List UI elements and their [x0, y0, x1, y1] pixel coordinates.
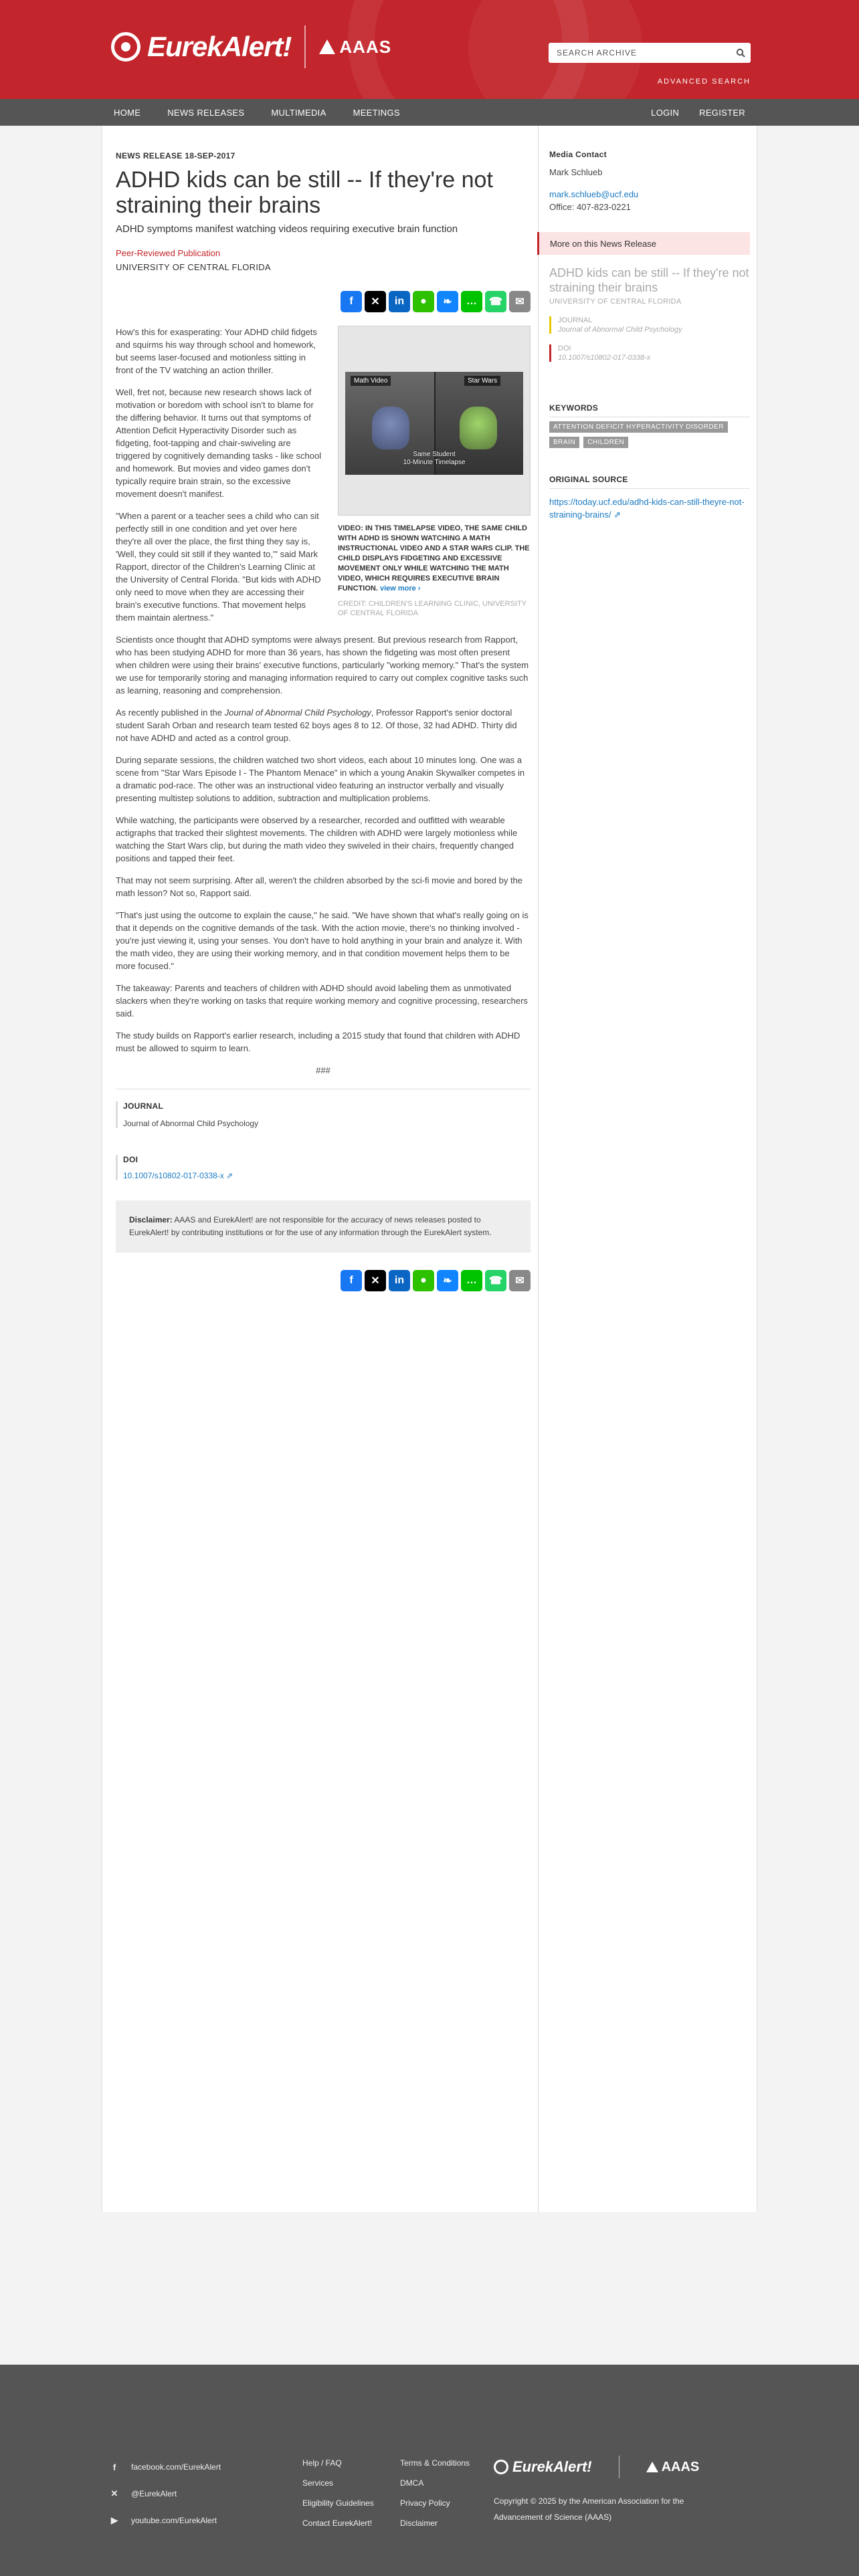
site-footer — [0, 2365, 859, 2576]
peer-reviewed-label: Peer-Reviewed Publication — [116, 248, 221, 258]
share-email-button[interactable] — [509, 1270, 531, 1291]
related-doi — [549, 344, 750, 362]
article-paragraph: During separate sessions, the children watched two short videos, each about 10 minutes long. One was a scene from "Star Wars Episode I - The Phantom Menace" in which a young Anakin Skywalker competes in a dramatic pod-race. The other was an instructional video featuring an instructor verbally and visually presenting multistep solutions to addition, subtraction and multiplication problems. — [116, 755, 525, 803]
contact-phone: Office: 407-823-0221 — [549, 202, 631, 212]
wechat-icon: ● — [420, 1275, 427, 1286]
article-paragraph: How's this for exasperating: Your ADHD child fidgets and squirms his way through school and homework, but seems laser-focused and motionless sitting in front of the TV watching an action thriller. — [116, 327, 317, 375]
share-bar-bottom — [116, 1270, 531, 1291]
article-paragraph: That may not seem surprising. After all, weren't the children absorbed by the sci-fi movie and bored by the math lesson? Not so, Rapport said. — [116, 875, 523, 898]
bluesky-icon: ❧ — [443, 1275, 452, 1287]
video-thumbnail[interactable] — [338, 326, 531, 516]
footer-social-label[interactable]: @EurekAlert — [131, 2489, 177, 2498]
footer-links-col2 — [400, 2458, 470, 2539]
article-paragraph: Scientists once thought that ADHD symptoms were always present. But previous research from Rapport, who has been studying ADHD for more than 36 years, has shown the fidgeting was most often present when children were using their brains' executive functions, particularly "working memory." That's the system we use for temporarily storing and managing information required to carry out complex cognitive tasks such as learning, reasoning and comprehension. — [116, 635, 529, 695]
keywords-label: KEYWORDS — [549, 403, 750, 417]
footer-link-disclaimer[interactable]: Disclaimer — [400, 2518, 438, 2528]
article-paragraph: The study builds on Rapport's earlier research, including a 2015 study that found that children with ADHD must be allowed to squirm to learn. — [116, 1031, 520, 1053]
figure-caption-text: VIDEO: IN THIS TIMELAPSE VIDEO, THE SAME CHILD WITH ADHD IS SHOWN WATCHING A MATH INSTRUCTIONAL VIDEO AND A STAR WARS CLIP. THE CHILD DISPLAYS FIDGETING AND EXCESSIVE MOVEMENT ONLY WHILE WATCHING THE MATH VIDEO, WHICH REQUIRES EXECUTIVE BRAIN FUNCTION. — [338, 524, 530, 593]
aaas-logo[interactable] — [319, 37, 391, 58]
footer-social — [108, 2458, 221, 2539]
nav-right — [631, 99, 745, 126]
logo-divider — [304, 25, 306, 68]
article-paragraph: Well, fret not, because new research shows lack of motivation or boredom with school isn't to blame for the differing behavior. It turns out that symptoms of Attention Deficit Hyperactivity Disorder such as fidgeting, foot-tapping and chair-swiveling are triggered by cognitively demanding tasks - like school and homework. But movies and video games don't typically require brain strain, so the excessive movement doesn't manifest. — [116, 387, 322, 499]
share-wechat-button[interactable] — [413, 1270, 434, 1291]
related-journal-label: JOURNAL — [558, 316, 593, 324]
sidebar — [549, 126, 750, 521]
figure-caption — [338, 524, 531, 594]
share-x-button[interactable] — [365, 291, 386, 312]
video-overlay-line2: 10-Minute Timelapse — [403, 459, 466, 466]
share-bar-top — [116, 291, 531, 312]
footer-logos — [494, 2456, 699, 2478]
footer-aaas-logo[interactable] — [646, 2460, 700, 2475]
keyword-list — [549, 417, 750, 448]
linkedin-icon: in — [394, 1275, 405, 1286]
nav-meetings[interactable]: MEETINGS — [353, 107, 400, 118]
article-body — [116, 326, 531, 1077]
share-whatsapp-button[interactable] — [485, 1270, 506, 1291]
x-icon: ✕ — [371, 296, 380, 308]
whatsapp-icon: ☎ — [489, 1275, 502, 1287]
aaas-logo-icon — [319, 39, 335, 54]
child-figure — [372, 407, 409, 449]
page-title: ADHD kids can be still -- If they're not straining their brains — [116, 167, 493, 218]
share-bluesky-button[interactable] — [437, 1270, 458, 1291]
share-facebook-button[interactable] — [341, 1270, 362, 1291]
original-source-link-text[interactable]: https://today.ucf.edu/adhd-kids-can-still-theyre-not-straining-brains/ — [549, 497, 745, 520]
article-paragraph: "When a parent or a teacher sees a child who can sit perfectly still in one condition and yet over here they're all over the place, the first thing they say is, 'Well, they could sit still if they wanted to,'" said Mark Rapport, director of the Children's Learning Clinic at the University of Central Florida. "But kids with ADHD only need to move when they are accessing their brain's executive functions. That movement helps them maintain alertness." — [116, 511, 321, 623]
nav-login[interactable]: LOGIN — [651, 107, 680, 118]
article-end-marker: ### — [316, 1065, 330, 1075]
footer-social-label[interactable]: youtube.com/EurekAlert — [131, 2516, 217, 2525]
footer-aaas-text: AAAS — [661, 2459, 700, 2474]
footer-link-contact[interactable]: Contact EurekAlert! — [302, 2518, 373, 2528]
article-paragraph — [116, 706, 531, 744]
journal-value: Journal of Abnormal Child Psychology — [123, 1119, 259, 1128]
doi-label: DOI — [123, 1155, 138, 1164]
related-doi-value: 10.1007/s10802-017-0338-x — [558, 354, 651, 362]
child-figure — [460, 407, 497, 449]
footer-links-col1 — [302, 2458, 374, 2539]
journal-block — [116, 1101, 531, 1128]
footer-copyright: Copyright © 2025 by the American Association for the Advancement of Science (AAAS) — [494, 2496, 684, 2522]
eurekalert-logo-text: EurekAlert! — [147, 31, 292, 62]
footer-link-help[interactable]: Help / FAQ — [302, 2458, 342, 2468]
x-icon: ✕ — [110, 2488, 118, 2498]
column-divider — [538, 126, 539, 2212]
media-contact-label: Media Contact — [549, 150, 607, 159]
footer-link-services[interactable]: Services — [302, 2478, 334, 2488]
paragraph-text: , Professor Rapport's senior doctoral student Sarah Orban and research team tested 62 boys ages 8 to 12. Of those, 32 had ADHD. Thirty did not have ADHD and acted as a control group. — [116, 708, 517, 743]
nav-news-releases[interactable]: NEWS RELEASES — [167, 107, 245, 118]
x-icon: ✕ — [371, 1275, 380, 1287]
footer-logo-text: EurekAlert! — [512, 2458, 592, 2475]
figure-credit: CREDIT: CHILDREN'S LEARNING CLINIC, UNIVERSITY OF CENTRAL FLORIDA — [338, 600, 527, 617]
keyword-tag[interactable]: ATTENTION DEFICIT HYPERACTIVITY DISORDER — [549, 421, 728, 433]
email-icon: ✉ — [515, 1275, 524, 1287]
keyword-tag[interactable]: BRAIN — [549, 437, 579, 448]
related-release-institution: UNIVERSITY OF CENTRAL FLORIDA — [549, 298, 682, 306]
external-link-icon: ⇗ — [226, 1171, 233, 1180]
doi-block — [116, 1155, 531, 1180]
search-box — [549, 43, 751, 63]
article-subtitle: ADHD symptoms manifest watching videos requiring executive brain function — [116, 223, 458, 235]
search-input[interactable] — [549, 43, 731, 63]
nav-multimedia[interactable]: MULTIMEDIA — [271, 107, 326, 118]
share-x-button[interactable] — [365, 1270, 386, 1291]
aaas-logo-text: AAAS — [339, 36, 392, 57]
facebook-icon: f — [349, 296, 353, 307]
article-paragraph: The takeaway: Parents and teachers of children with ADHD should avoid labeling them as unmotivated slackers when they're working on tasks that require working memory and cognitive processing, researchers said. — [116, 983, 528, 1018]
site-header — [0, 0, 859, 99]
contact-name: Mark Schlueb — [549, 167, 603, 177]
share-message-button[interactable] — [461, 1270, 482, 1291]
more-on-release-header: More on this News Release — [537, 232, 750, 255]
video-frame — [345, 372, 523, 475]
bluesky-icon: ❧ — [443, 296, 452, 308]
eurekalert-logo-icon — [111, 32, 140, 62]
keyword-tag[interactable]: CHILDREN — [583, 437, 628, 448]
original-source-label: ORIGINAL SOURCE — [549, 475, 750, 489]
eurekalert-logo-icon — [494, 2460, 508, 2474]
article-paragraph: While watching, the participants were observed by a researcher, recorded and outfitted with wearable actigraphs that tracked their slightest movements. The children with ADHD were largely motionless while watching the Start Wars clip, but during the math video they swiveled in their chairs, frequently changed positions and tapped their feet. — [116, 815, 518, 863]
view-more-link[interactable]: view more › — [379, 584, 421, 593]
footer-link-dmca[interactable]: DMCA — [400, 2478, 424, 2488]
message-icon: … — [466, 1275, 477, 1286]
video-tag-math: Math Video — [351, 376, 391, 386]
related-journal — [549, 316, 750, 334]
email-icon: ✉ — [515, 296, 524, 308]
content-container — [102, 126, 757, 2212]
related-doi-label: DOI — [558, 344, 571, 352]
doi-link[interactable] — [123, 1171, 531, 1180]
youtube-icon: ▶ — [111, 2515, 118, 2525]
video-overlay-line1: Same Student — [413, 451, 456, 458]
original-source-link[interactable] — [549, 496, 750, 521]
journal-label: JOURNAL — [123, 1101, 164, 1111]
search-icon — [736, 48, 745, 58]
share-linkedin-button[interactable] — [389, 1270, 410, 1291]
wechat-icon: ● — [420, 296, 427, 307]
message-icon: … — [466, 296, 477, 307]
related-release-title[interactable]: ADHD kids can be still -- If they're not straining their brains — [549, 266, 749, 294]
footer-link-privacy[interactable]: Privacy Policy — [400, 2498, 450, 2508]
disclaimer-label: Disclaimer: — [129, 1215, 173, 1224]
share-bluesky-button[interactable] — [437, 291, 458, 312]
share-wechat-button[interactable] — [413, 291, 434, 312]
footer-facebook-link[interactable] — [108, 2458, 221, 2476]
video-tag-starwars: Star Wars — [464, 376, 500, 386]
related-journal-value: Journal of Abnormal Child Psychology — [558, 326, 682, 334]
aaas-logo-icon — [646, 2462, 658, 2472]
share-whatsapp-button[interactable] — [485, 291, 506, 312]
whatsapp-icon: ☎ — [489, 296, 502, 308]
share-facebook-button[interactable] — [341, 291, 362, 312]
share-linkedin-button[interactable] — [389, 291, 410, 312]
footer-eurekalert-logo[interactable] — [494, 2458, 592, 2476]
advanced-search-link[interactable]: ADVANCED SEARCH — [657, 78, 751, 86]
share-message-button[interactable] — [461, 291, 482, 312]
external-link-icon: ⇗ — [613, 510, 622, 520]
nav-left — [114, 99, 427, 126]
contact-email-link[interactable]: mark.schlueb@ucf.edu — [549, 189, 639, 199]
share-email-button[interactable] — [509, 291, 531, 312]
nav-home[interactable]: HOME — [114, 107, 141, 118]
logo-group[interactable] — [111, 27, 391, 67]
facebook-icon: f — [112, 2462, 116, 2472]
search-button[interactable] — [731, 43, 751, 63]
footer-x-link[interactable] — [108, 2485, 221, 2502]
disclaimer-box — [116, 1200, 531, 1253]
paragraph-text: As recently published in the — [116, 708, 225, 718]
footer-link-terms[interactable]: Terms & Conditions — [400, 2458, 470, 2468]
video-figure — [338, 326, 531, 618]
video-overlay-text — [345, 451, 523, 467]
linkedin-icon: in — [394, 296, 405, 307]
nav-register[interactable]: REGISTER — [699, 107, 745, 118]
institution: UNIVERSITY OF CENTRAL FLORIDA — [116, 262, 271, 272]
footer-social-label[interactable]: facebook.com/EurekAlert — [131, 2462, 221, 2472]
facebook-icon: f — [349, 1275, 353, 1286]
footer-youtube-link[interactable] — [108, 2512, 221, 2529]
journal-name-inline: Journal of Abnormal Child Psychology — [224, 708, 371, 718]
article — [116, 126, 531, 1291]
doi-link-text[interactable]: 10.1007/s10802-017-0338-x — [123, 1171, 224, 1180]
article-paragraph: "That's just using the outcome to explain the cause," he said. "We have shown that what's really going on is that it depends on the cognitive demands of the task. With the action movie, there's no thinking involved - you're just viewing it, using your senses. You don't have to hold anything in your brain and analyze it. With the math video, they are using their working memory, and in that condition movement helps them to be more focused." — [116, 910, 529, 971]
release-date: NEWS RELEASE 18-SEP-2017 — [116, 151, 235, 160]
main-nav — [0, 99, 859, 126]
footer-link-eligibility[interactable]: Eligibility Guidelines — [302, 2498, 374, 2508]
disclaimer-text: AAAS and EurekAlert! are not responsible for the accuracy of news releases posted to EurekAlert! by contributing institutions or for the use of any information through the EurekAlert system. — [129, 1215, 492, 1237]
